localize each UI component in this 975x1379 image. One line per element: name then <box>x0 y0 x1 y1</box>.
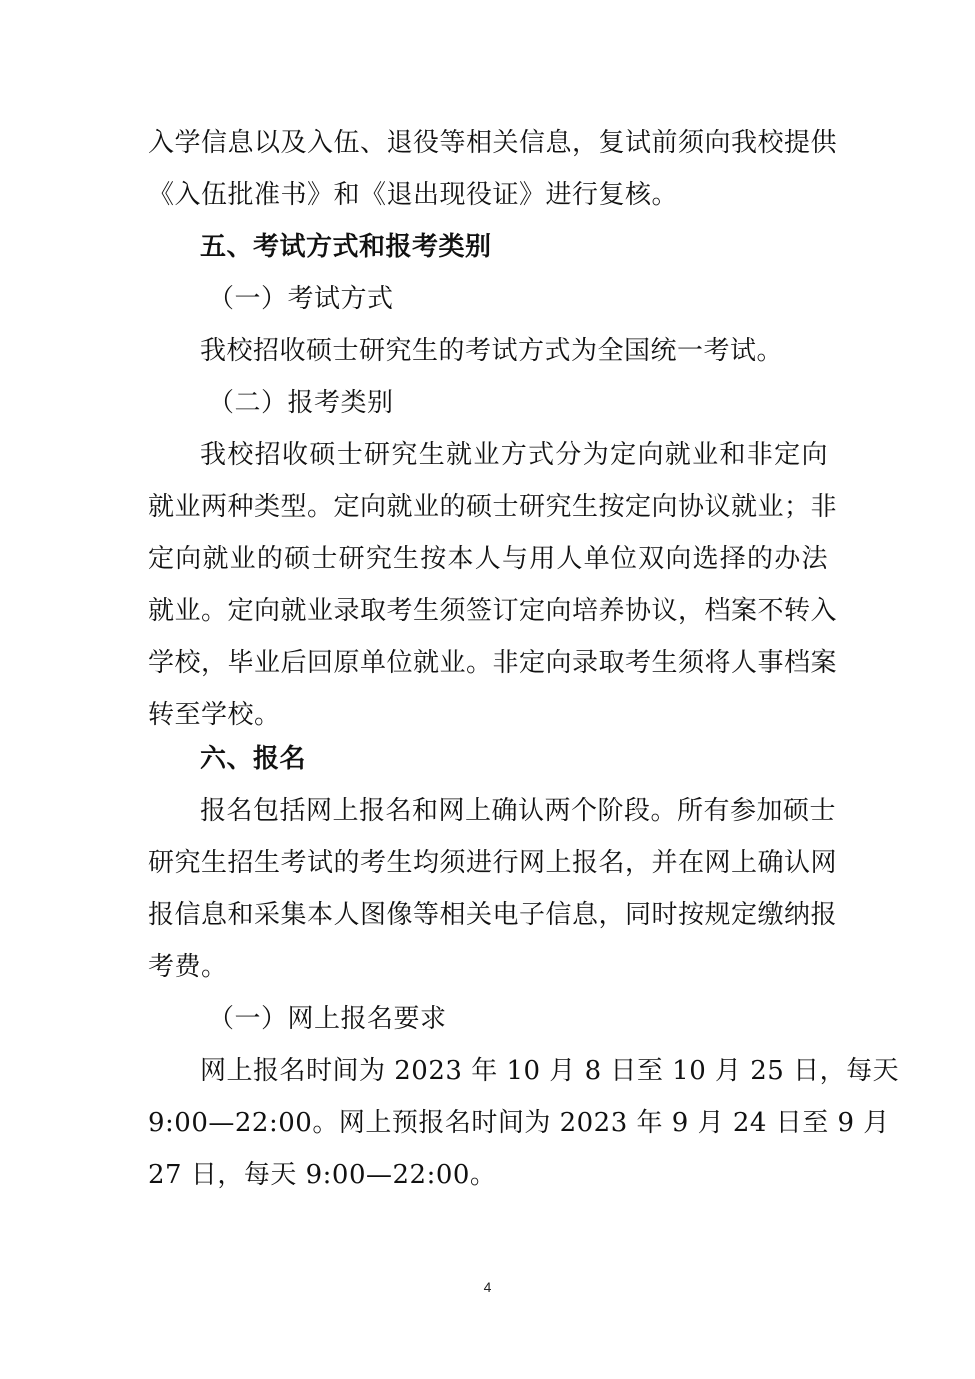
body-text-line: 就业两种类型。定向就业的硕士研究生按定向协议就业；非 <box>148 492 838 522</box>
body-text-line: 就业。定向就业录取考生须签订定向培养协议，档案不转入 <box>148 596 838 626</box>
body-text-line: 27 日，每天 9:00—22:00。 <box>148 1160 497 1190</box>
body-text-line: 定向就业的硕士研究生按本人与用人单位双向选择的办法 <box>148 544 828 574</box>
body-text-line: 网上报名时间为 2023 年 10 月 8 日至 10 月 25 日，每天 <box>200 1056 900 1086</box>
subsection-heading-online-registration: （一）网上报名要求 <box>208 1004 447 1034</box>
body-text-line: 考费。 <box>148 952 228 982</box>
subsection-heading-category: （二）报考类别 <box>208 388 394 418</box>
section-heading-registration: 六、报名 <box>200 744 307 774</box>
body-text-line: 转至学校。 <box>148 700 281 730</box>
body-text-line: 学校，毕业后回原单位就业。非定向录取考生须将人事档案 <box>148 648 838 678</box>
page-number: 4 <box>483 1279 492 1295</box>
body-text-line: 《入伍批准书》和《退出现役证》进行复核。 <box>148 180 679 210</box>
body-text-line: 我校招收硕士研究生就业方式分为定向就业和非定向 <box>200 440 828 470</box>
body-text-line: 研究生招生考试的考生均须进行网上报名，并在网上确认网 <box>148 848 838 878</box>
section-heading-exam-method: 五、考试方式和报考类别 <box>200 232 492 262</box>
subsection-heading-exam-method: （一）考试方式 <box>208 284 394 314</box>
body-text-line: 入学信息以及入伍、退役等相关信息，复试前须向我校提供 <box>148 128 838 158</box>
body-text-line: 我校招收硕士研究生的考试方式为全国统一考试。 <box>200 336 784 366</box>
body-text-line: 报信息和采集本人图像等相关电子信息，同时按规定缴纳报 <box>148 900 838 930</box>
body-text-line: 9:00—22:00。网上预报名时间为 2023 年 9 月 24 日至 9 月 <box>148 1108 890 1138</box>
body-text-line: 报名包括网上报名和网上确认两个阶段。所有参加硕士 <box>200 796 837 826</box>
